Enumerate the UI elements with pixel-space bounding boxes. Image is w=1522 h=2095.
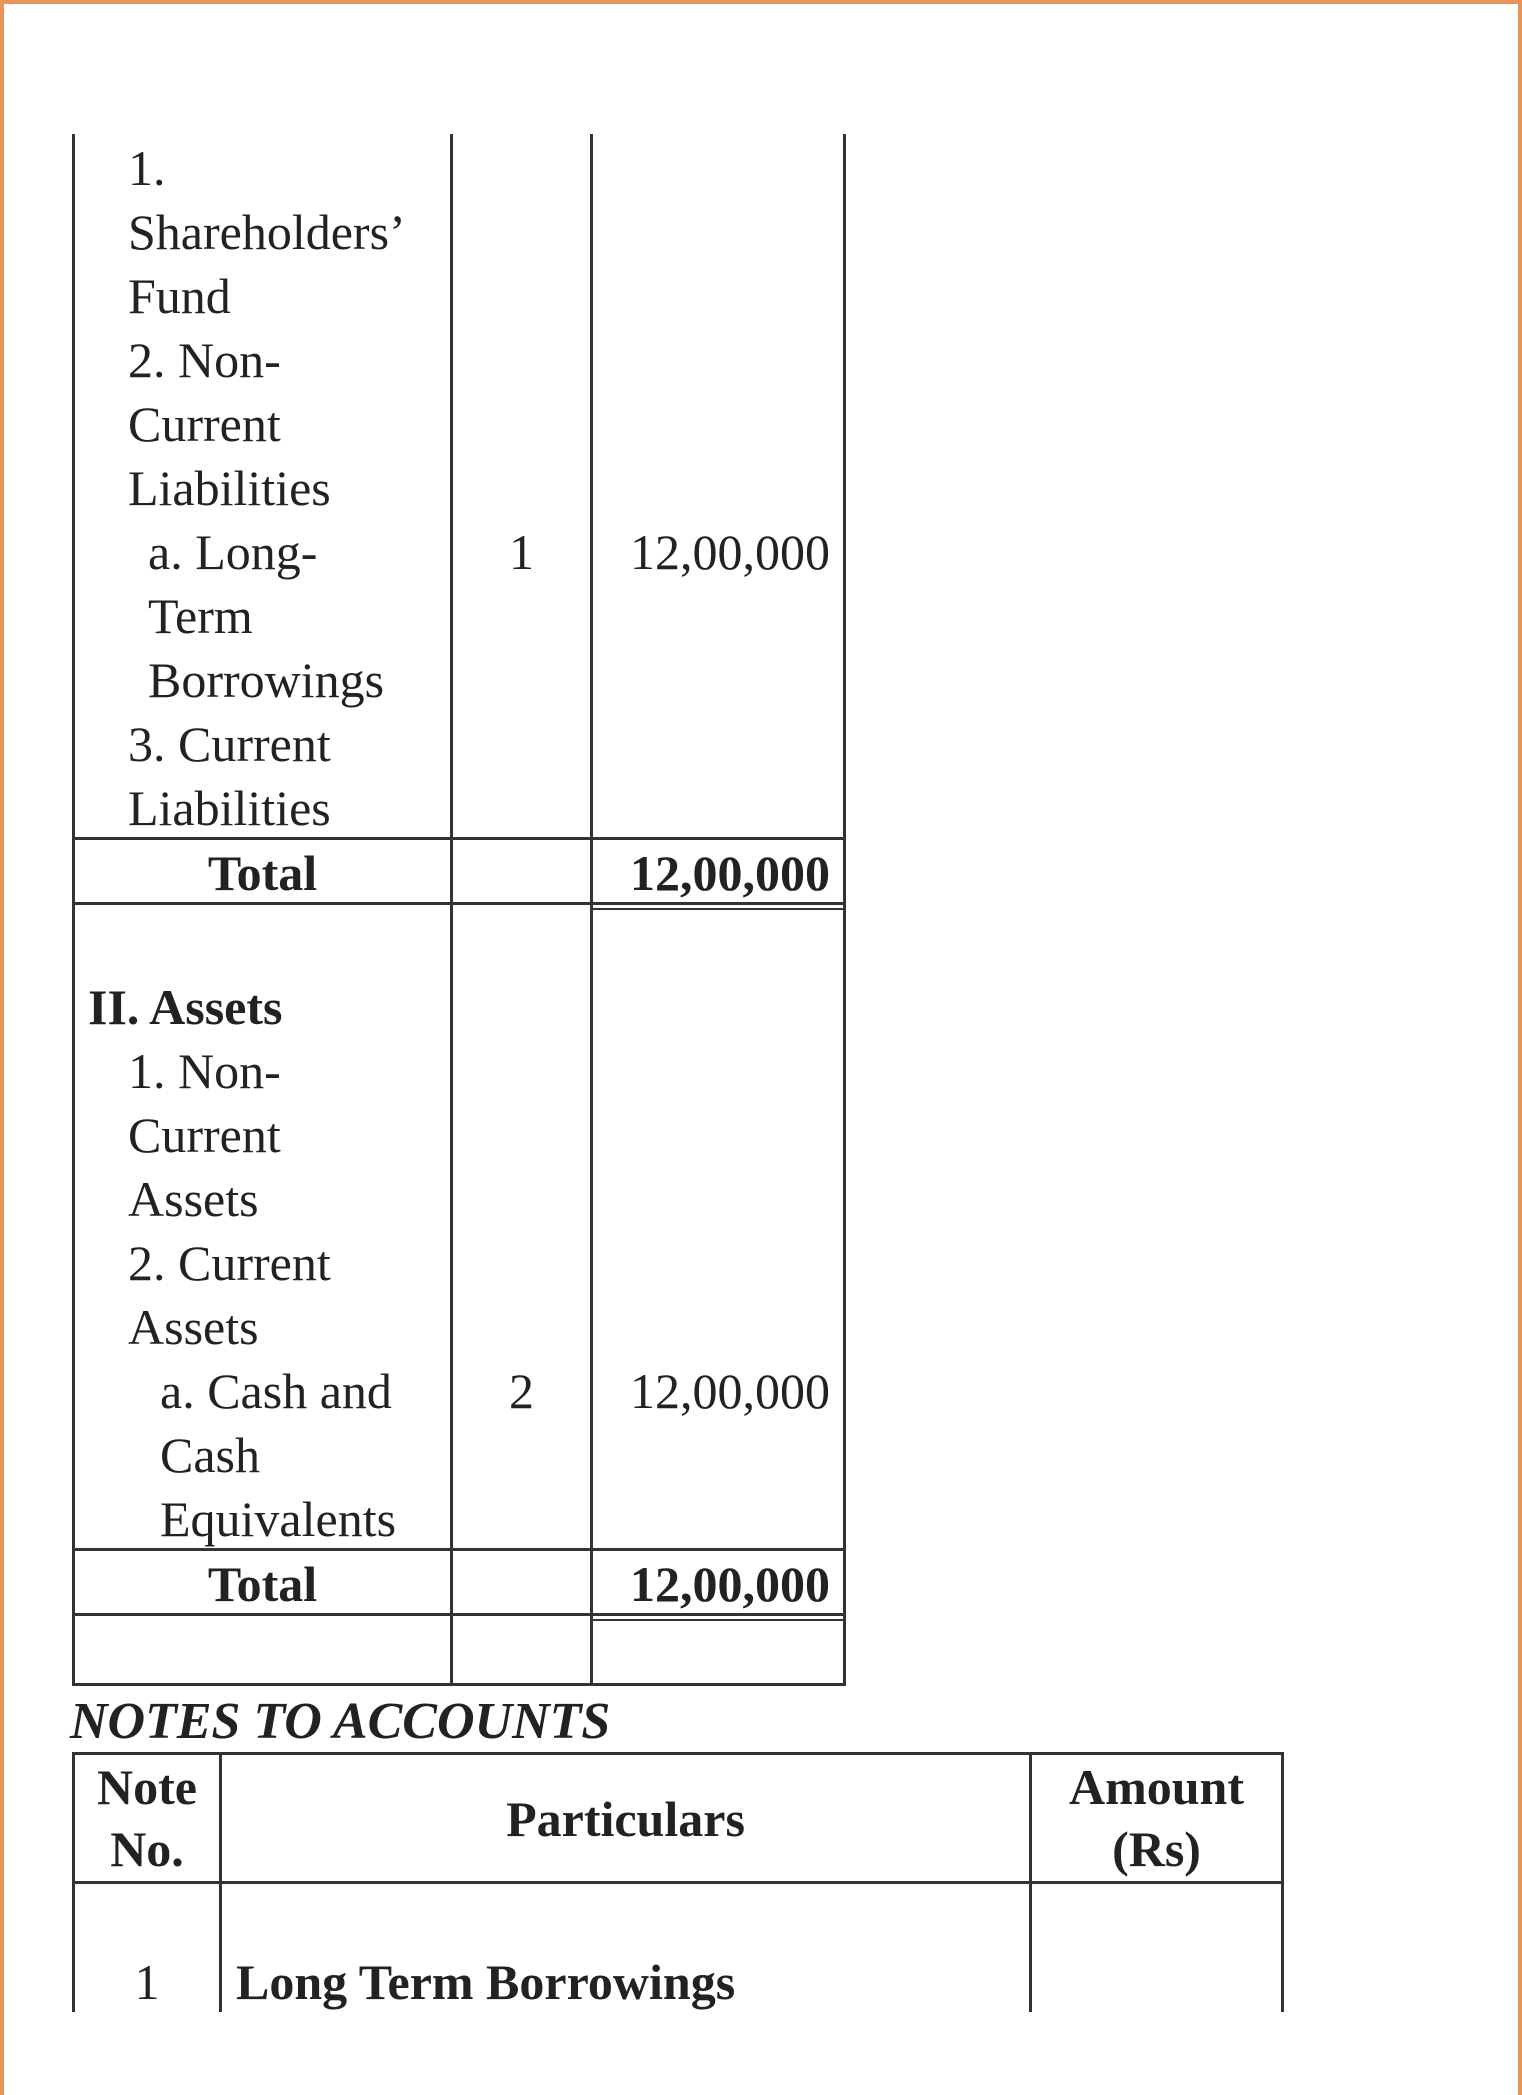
- header-divider: [72, 1881, 1284, 1884]
- note-number: 1: [509, 524, 534, 580]
- table-border-left: [72, 134, 75, 1686]
- table-border-right: [843, 134, 846, 1686]
- line-item: Liabilities: [128, 460, 331, 516]
- line-item: Assets: [128, 1171, 259, 1227]
- line-item: Current: [128, 396, 281, 452]
- section-heading: II. Assets: [88, 979, 283, 1035]
- line-item: Term: [148, 588, 253, 644]
- table-divider-note: [450, 134, 453, 1686]
- line-item: Assets: [128, 1299, 259, 1355]
- double-underline: [590, 908, 846, 910]
- line-item: Shareholders’: [128, 204, 406, 260]
- amount-value: 12,00,000: [630, 524, 830, 580]
- total-amount: 12,00,000: [630, 1556, 830, 1612]
- line-item: 1. Non-: [128, 1043, 281, 1099]
- line-item: 2. Non-: [128, 332, 281, 388]
- line-item: a. Cash and: [160, 1363, 392, 1419]
- table-border-top: [72, 1752, 1284, 1755]
- particulars-text: Long Term Borrowings: [236, 1954, 736, 2010]
- column-header-note: Note: [97, 1759, 197, 1815]
- amount-value: 12,00,000: [630, 1363, 830, 1419]
- line-item: Fund: [128, 268, 231, 324]
- line-item: a. Long-: [148, 524, 318, 580]
- table-divider-amount: [590, 134, 593, 1686]
- line-item: Cash: [160, 1427, 260, 1483]
- column-header-amount: (Rs): [1112, 1821, 1201, 1877]
- total-label: Total: [207, 845, 318, 901]
- line-item: Borrowings: [148, 652, 385, 708]
- line-item: 3. Current: [128, 716, 331, 772]
- table-border-bottom: [72, 1683, 846, 1686]
- double-underline: [590, 1619, 846, 1621]
- note-number: 1: [134, 1954, 160, 2010]
- line-item: Current: [128, 1107, 281, 1163]
- note-number: 2: [509, 1363, 534, 1419]
- table-border-right: [1281, 1752, 1284, 2012]
- column-header-amount: Amount: [1068, 1759, 1245, 1815]
- line-item: Equivalents: [160, 1491, 397, 1547]
- line-item: 2. Current: [128, 1235, 331, 1291]
- notes-heading: NOTES TO ACCOUNTS: [70, 1693, 611, 1750]
- line-item: Liabilities: [128, 780, 331, 836]
- column-header-note: No.: [110, 1821, 184, 1877]
- line-item: 1.: [128, 140, 166, 196]
- total-label: Total: [207, 1556, 318, 1612]
- total-amount: 12,00,000: [630, 845, 830, 901]
- column-header-particulars: Particulars: [506, 1791, 745, 1847]
